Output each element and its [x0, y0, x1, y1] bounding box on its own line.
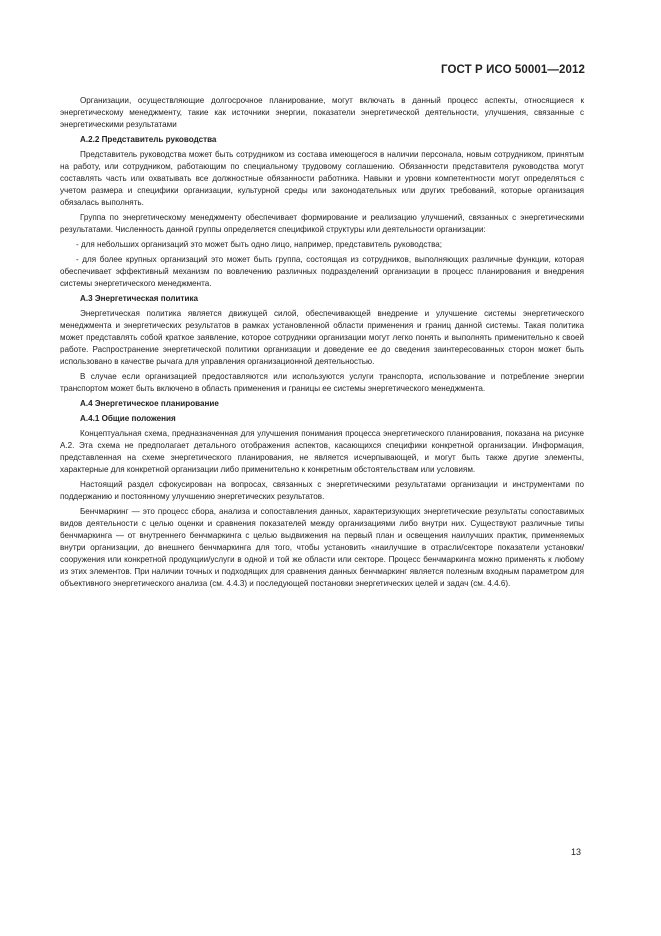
paragraph: Представитель руководства может быть сотрудником из состава имеющегося в наличии персонала, новым сотрудником, принятым на работу, или сотрудником, работающим по специальному трудовому соглашению. Обязанности представителя руководства могут составлять часть или охватывать все должностные обязанности работника. Навыки и уровни компетентности могут определяться с учетом размера и специфики организации, культурной среды или законодательных или других требований, которые организация обязалась выполнять. [60, 150, 584, 207]
subsection-heading: А.4.1 Общие положения [80, 414, 176, 423]
document-body [60, 95, 584, 593]
section-heading: А.3 Энергетическая политика [80, 294, 198, 303]
paragraph: Настоящий раздел сфокусирован на вопросах, связанных с энергетическими результатами организации и инструментами по поддержанию и постоянному улучшению энергетических результатов. [60, 480, 584, 501]
paragraph: Концептуальная схема, предназначенная для улучшения понимания процесса энергетического планирования, показана на рисунке А.2. Эта схема не предполагает детального отображения аспектов, касающихся специфики конкретной организации. Информация, представленная на схеме энергетического планирования, не является исчерпывающей, и могут быть также другие элементы, характерные для конкретной организации либо применительно к конкретным обстоятельствам или условиям. [60, 429, 584, 474]
list-item: - для небольших организаций это может быть одно лицо, например, представитель руководства; [76, 240, 443, 249]
paragraph: В случае если организацией предоставляются или используются услуги транспорта, использование и потребление энергии транспортом может быть включено в область применения и границы ее системы энергетического менеджмента. [60, 372, 584, 393]
section-heading: А.2.2 Представитель руководства [80, 135, 217, 144]
list-item: - для более крупных организаций это может быть группа, состоящая из сотрудников, выполняющих различные функции, которая обеспечивает эффективный механизм по вовлечению различных подразделений организации в процесс планирования и внедрения системы энергетического менеджмента. [60, 255, 584, 288]
document-header: ГОСТ Р ИСО 50001—2012 [440, 64, 585, 76]
paragraph: Группа по энергетическому менеджменту обеспечивает формирование и реализацию улучшений, связанных с энергетическими результатами. Численность данной группы определяется спецификой структуры или деятельности организации: [60, 213, 584, 234]
paragraph: Бенчмаркинг — это процесс сбора, анализа и сопоставления данных, характеризующих энергетические результаты сопоставимых видов деятельности с целью оценки и сравнения показателей между организациями либо внутри них. Существуют различные типы бенчмаркинга — от внутреннего бенчмаркинга с целью выдвижения на первый план и освещения наилучших практик, применяемых внутри организации, до внешнего бенчмаркинга для того, чтобы установить «наилучшие в отрасли/секторе показатели установки/сооружения или конкретной продукции/услуги в одной и той же области или секторе. Процесс бенчмаркинга можно применять к любому из этих элементов. При наличии точных и подходящих для сравнения данных бенчмаркинг является полезным входным параметром для объективного энергетического анализа (см. 4.4.3) и последующей постановки энергетических целей и задач (см. 4.4.6). [60, 507, 584, 588]
paragraph: Организации, осуществляющие долгосрочное планирование, могут включать в данный процесс аспекты, относящиеся к энергетическому менеджменту, такие как источники энергии, показатели энергетической деятельности, улучшения, связанные с энергетическими результатами [60, 96, 584, 129]
page-number: 13 [570, 847, 581, 857]
paragraph: Энергетическая политика является движущей силой, обеспечивающей внедрение и улучшение системы энергетического менеджмента и энергетических результатов в рамках установленной области применения и границ данной системы. Такая политика может представлять собой краткое заявление, которое сотрудники организации могут легко понять и выполнять применительно к своей работе. Распространение энергетической политики организации и доведение ее до сведения заинтересованных сторон может быть использовано в качестве рычага для управления организационной деятельностью. [60, 309, 584, 366]
section-heading: А.4 Энергетическое планирование [80, 399, 219, 408]
